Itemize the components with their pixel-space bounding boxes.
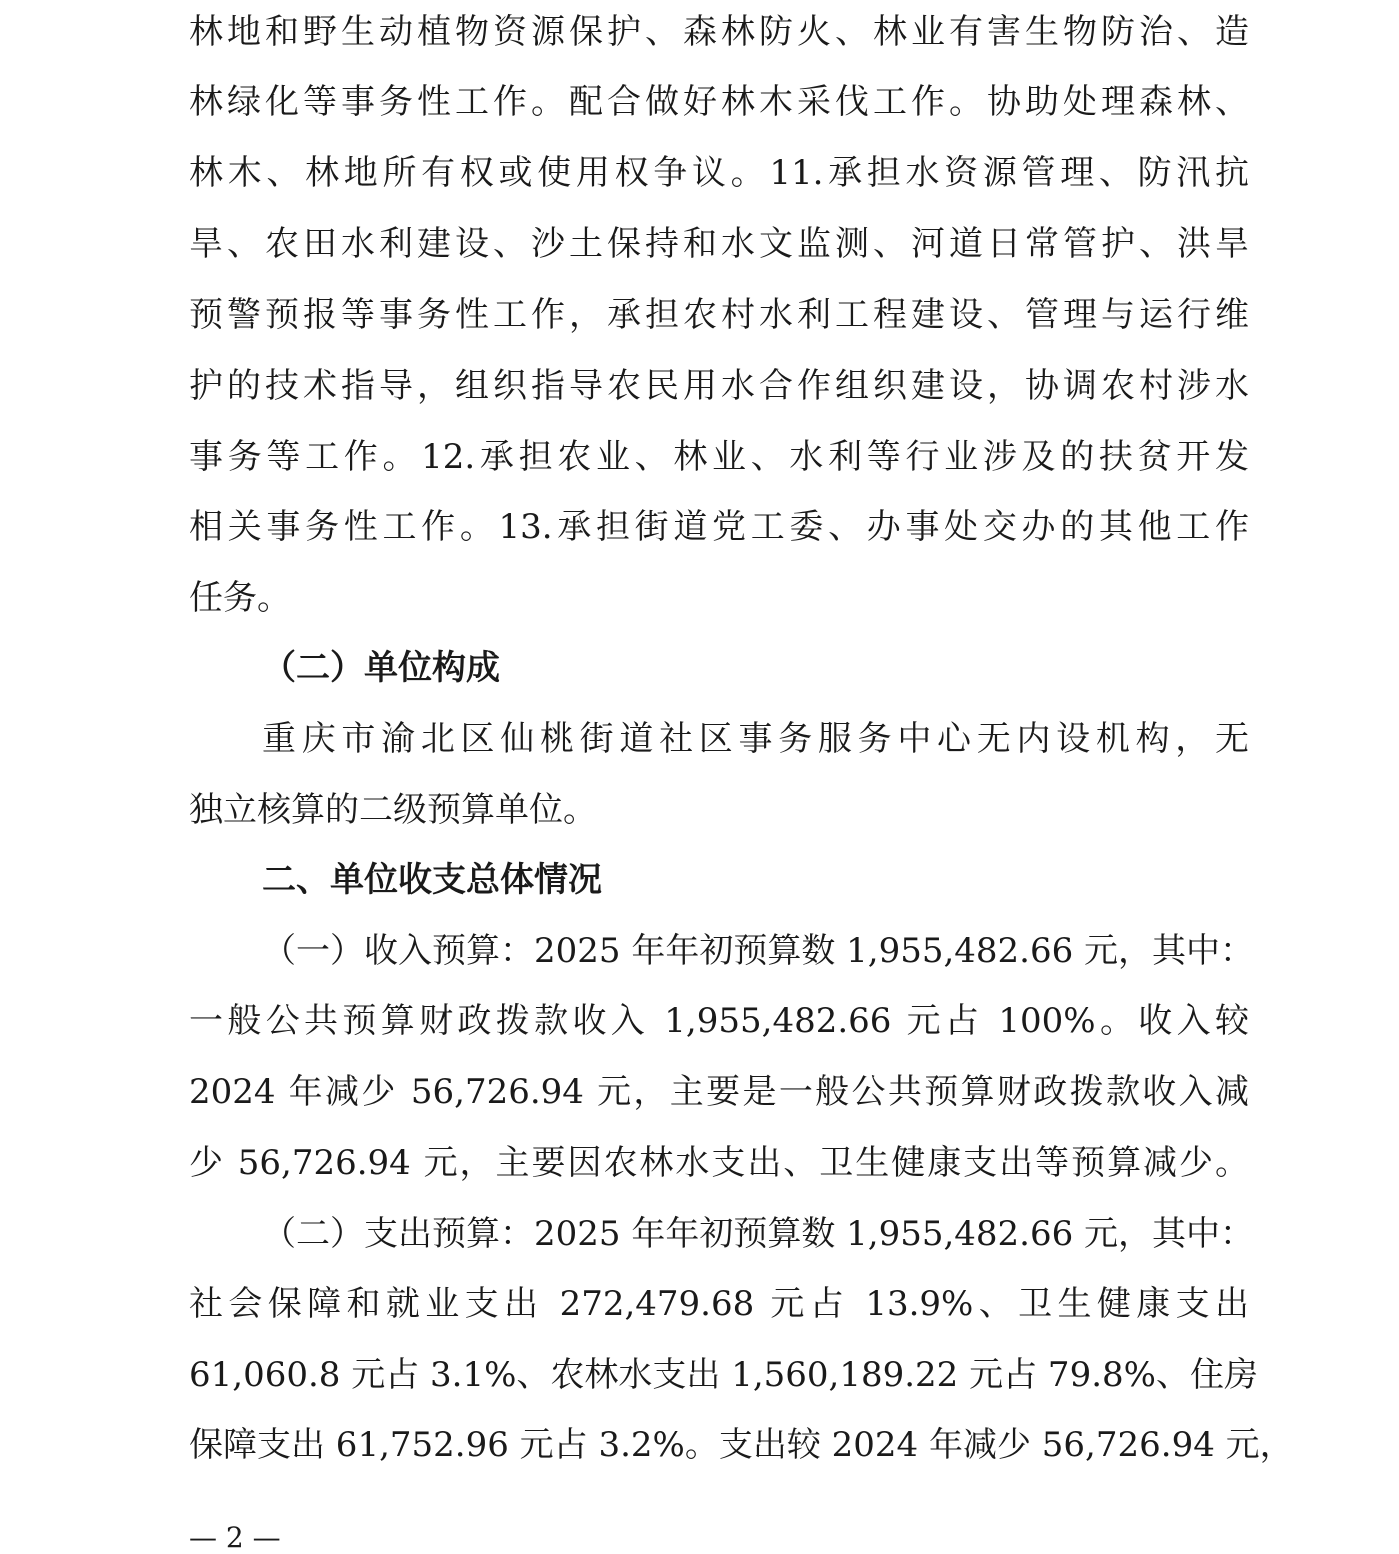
body-text-line: 旱、农田水利建设、沙土保持和水文监测、河道日常管护、洪旱: [189, 224, 1249, 264]
body-text-line: 独立核算的二级预算单位。: [189, 790, 597, 830]
body-text-line: 预警预报等事务性工作，承担农村水利工程建设、管理与运行维: [189, 295, 1249, 335]
body-text-line: 林地和野生动植物资源保护、森林防火、林业有害生物防治、造: [189, 12, 1249, 52]
body-text-line: 护的技术指导，组织指导农民用水合作组织建设，协调农村涉水: [189, 366, 1249, 406]
body-text-line: 社会保障和就业支出 272,479.68 元占 13.9%、卫生健康支出: [189, 1284, 1249, 1324]
body-text-line: 保障支出 61,752.96 元占 3.2%。支出较 2024 年减少 56,726.94 元，: [189, 1425, 1294, 1465]
section-subheading: （二）单位构成: [262, 648, 500, 688]
body-text-line: 重庆市渝北区仙桃街道社区事务服务中心无内设机构，无: [262, 719, 1249, 759]
body-text-line: 事务等工作。12.承担农业、林业、水利等行业涉及的扶贫开发: [189, 437, 1249, 477]
body-text-line: 林木、林地所有权或使用权争议。11.承担水资源管理、防汛抗: [189, 153, 1249, 193]
body-text-line: （一）收入预算：2025 年年初预算数 1,955,482.66 元，其中：: [262, 931, 1255, 971]
body-text-line: 林绿化等事务性工作。配合做好林木采伐工作。协助处理森林、: [189, 82, 1249, 122]
body-text-line: 任务。: [189, 578, 291, 618]
body-text-line: 61,060.8 元占 3.1%、农林水支出 1,560,189.22 元占 79.8%、住房: [189, 1355, 1258, 1395]
section-heading: 二、单位收支总体情况: [262, 860, 602, 900]
page-number: — 2 —: [189, 1521, 281, 1554]
body-text-line: 一般公共预算财政拨款收入 1,955,482.66 元占 100%。收入较: [189, 1001, 1249, 1041]
body-text-line: （二）支出预算：2025 年年初预算数 1,955,482.66 元，其中：: [262, 1214, 1255, 1254]
body-text-line: 2024 年减少 56,726.94 元，主要是一般公共预算财政拨款收入减: [189, 1072, 1249, 1112]
body-text-line: 少 56,726.94 元，主要因农林水支出、卫生健康支出等预算减少。: [189, 1143, 1249, 1183]
body-text-line: 相关事务性工作。13.承担街道党工委、办事处交办的其他工作: [189, 507, 1249, 547]
